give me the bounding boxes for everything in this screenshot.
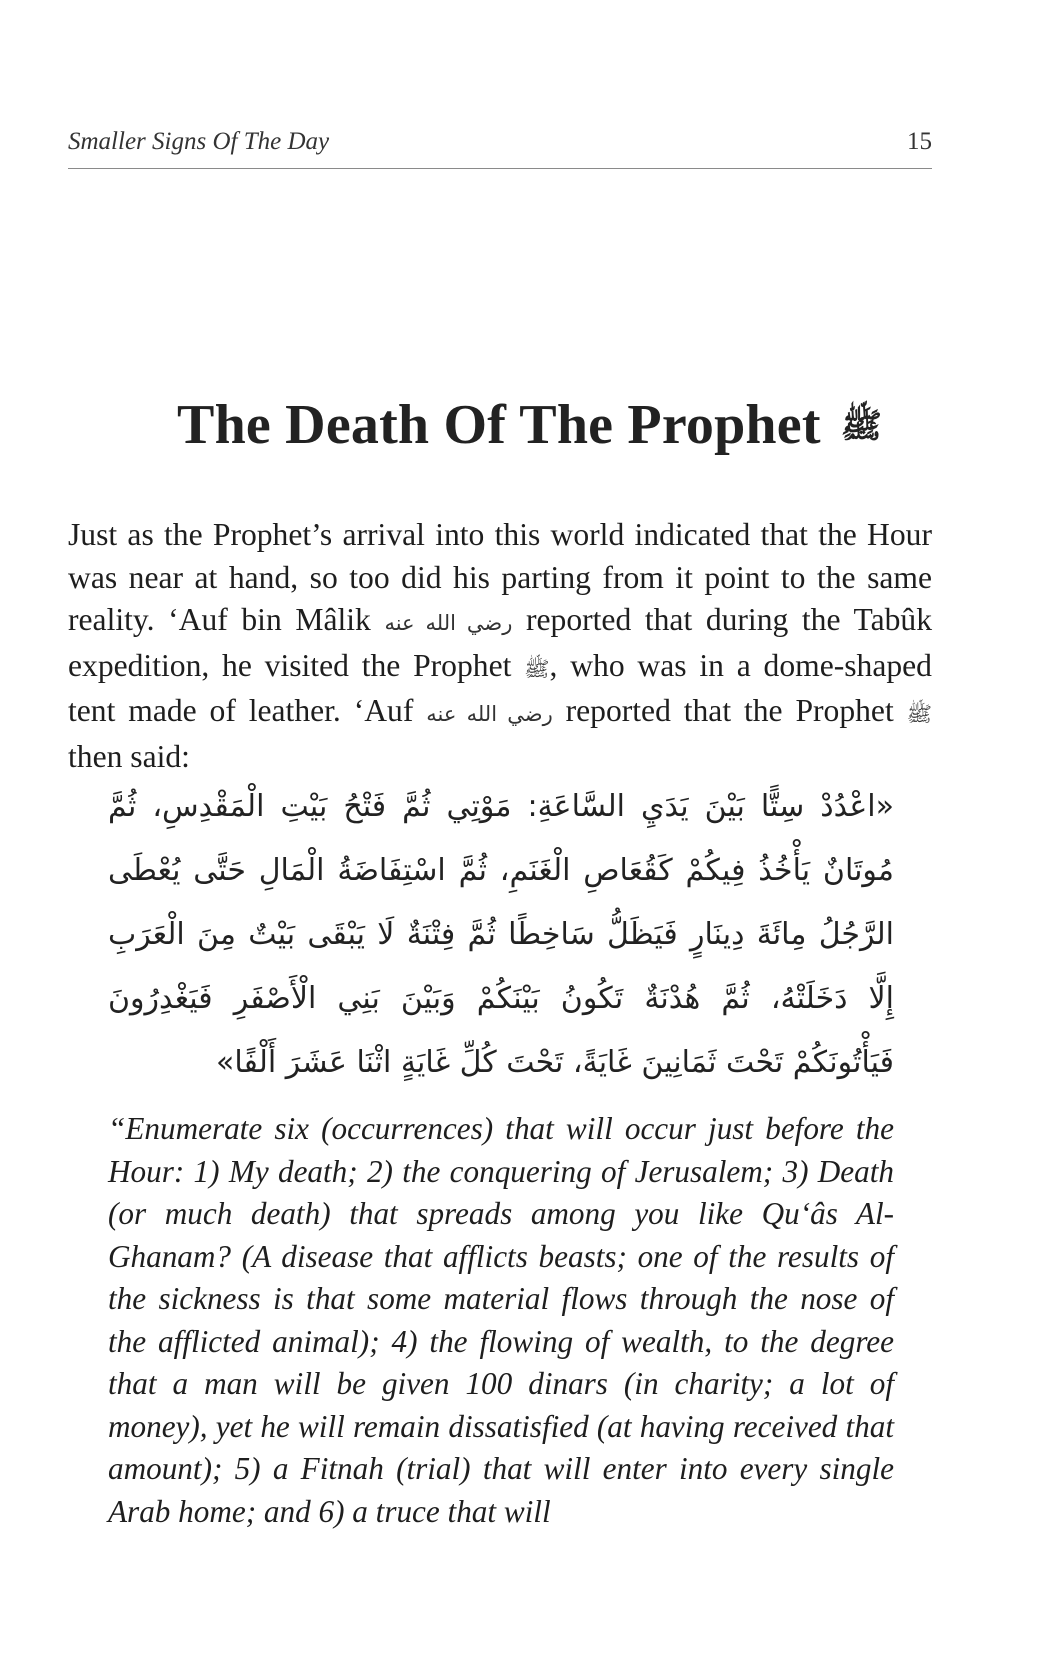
hadith-arabic-text <box>108 775 894 1095</box>
prophet-honorific-glyph: ﷺ <box>840 408 882 446</box>
intro-text-5: then said: <box>68 738 190 774</box>
running-title: Smaller Signs Of The Day <box>68 128 330 155</box>
chapter-title-text: The Death Of The Prophet <box>177 393 821 456</box>
chapter-title <box>0 393 1059 457</box>
prophet-honorific-inline-2: ﷺ <box>906 702 932 727</box>
hadith-translation <box>108 1108 894 1533</box>
companion-honorific-glyph-2: رضي الله عنه <box>426 702 553 727</box>
intro-text-4: reported that the Prophet <box>565 693 894 729</box>
page-header <box>68 128 932 169</box>
prophet-honorific-inline: ﷺ <box>524 656 550 681</box>
hadith-arabic-paragraph: «اعْدُدْ سِتًّا بَيْنَ يَدَيِ السَّاعَةِ: مَوْتِي ثُمَّ فَتْحُ بَيْتِ الْمَقْدِسِ، ثُمَّ مُوتَانٌ يَأْخُذُ فِيكُمْ كَقُعَاصِ الْغَنَمِ، ثُمَّ اسْتِفَاضَةُ الْمَالِ حَتَّى يُعْطَى الرَّجُلُ مِائَةَ دِينَارٍ فَيَظَلُّ سَاخِطًا ثُمَّ فِتْنَةٌ لَا يَبْقَى بَيْتٌ مِنَ الْعَرَبِ إِلَّا دَخَلَتْهُ، ثُمَّ هُدْنَةٌ تَكُونُ بَيْنَكُمْ وَبَيْنَ بَنِي الْأَصْفَرِ فَيَغْدِرُونَ فَيَأْتُونَكُمْ تَحْتَ ثَمَانِينَ غَايَةً، تَحْتَ كُلِّ غَايَةٍ اثْنَا عَشَرَ أَلْفًا» <box>108 789 894 1080</box>
intro-text-2: reported that during the Tabûk expedition, he visited the Prophet <box>68 602 933 683</box>
intro-text-1: Just as the Prophet’s arrival into this world indicated that the Hour was near at hand, so too did his parting from it point to the same reality. ‘Auf bin Mâlik <box>68 517 932 638</box>
hadith-translation-paragraph: “Enumerate six (occurrences) that will occur just before the Hour: 1) My death; 2) the conquering of Jerusalem; 3) Death (or much death) that spreads among you like Qu‘âs Al-Ghanam? (A disease that afflicts beasts; one of the results of the sickness is that some material flows through the nose of the afflicted animal); 4) the flowing of wealth, to the degree that a man will be given 100 dinars (in charity; a lot of money), yet he will remain dissatisfied (at having received that amount); 5) a Fitnah (trial) that will enter into every single Arab home; and 6) a truce that will <box>108 1111 894 1529</box>
intro-paragraph <box>68 514 932 779</box>
intro-text-3: , who was in a dome-shaped tent made of leather. ‘Auf <box>68 647 932 729</box>
companion-honorific-glyph: رضي الله عنه <box>384 611 513 636</box>
page-number: 15 <box>907 128 932 155</box>
